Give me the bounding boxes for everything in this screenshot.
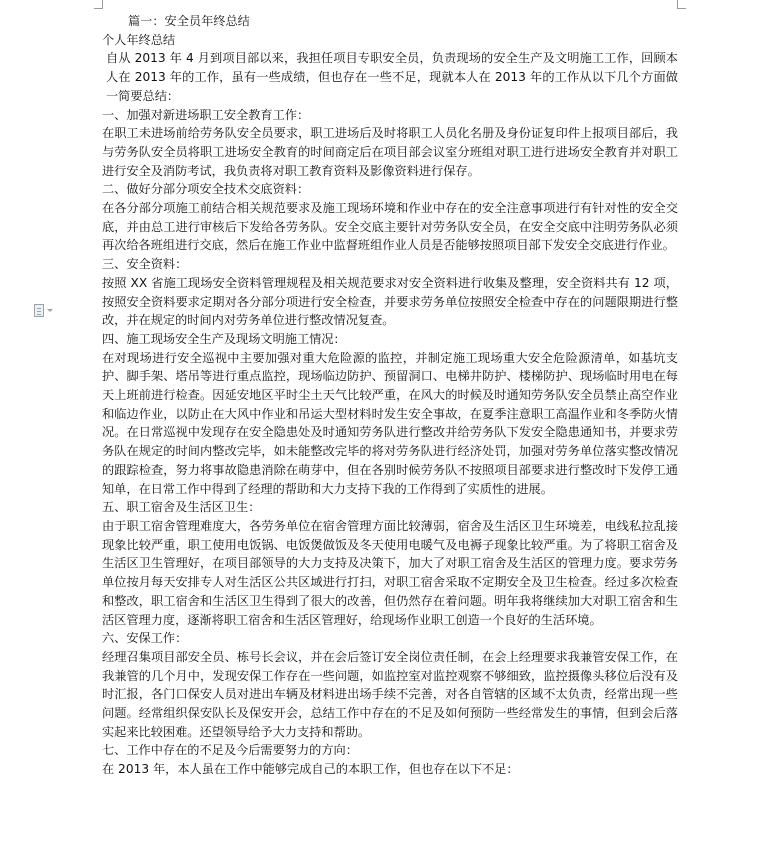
intro-paragraph: 自从 2013 年 4 月到项目部以来，我担任项目专职安全员，负责现场的安全生产及文明施工工作，回顾本人在 2013 年的工作，虽有一些成绩，但也存在一些不足，现就本人在 2013 年的工作从以下几个方面做一简要总结： <box>106 51 678 103</box>
caret-down-icon <box>47 309 53 312</box>
document-subtitle: 个人年终总结 <box>102 32 176 47</box>
crop-mark-top-right <box>677 0 686 9</box>
crop-mark-top-left <box>94 0 103 9</box>
document-title: 篇一：安全员年终总结 <box>128 14 250 28</box>
section-heading-3: 三、安全资料： <box>102 257 188 272</box>
section-body-3: 按照 XX 省施工现场安全资料管理规程及相关规范要求对安全资料进行收集及整理，安全资料共有 12 项，按照安全资料要求定期对各分部分项进行安全检查，并要求劳务单位按照安全检查中存在的问题限期进行整改，并在规定的时间内对劳务单位进行整改情况复查。 <box>102 275 678 328</box>
section-heading-4: 四、施工现场安全生产及现场文明施工情况： <box>102 331 346 346</box>
section-heading-6: 六、安保工作： <box>102 631 188 646</box>
document-icon <box>34 304 44 317</box>
section-heading-2: 二、做好分部分项安全技术交底资料： <box>102 182 310 197</box>
section-body-2: 在各分部分项施工前结合相关规范要求及施工现场环境和作业中存在的安全注意事项进行有针对性的安全交底，并由总工进行审核后下发给各劳务队。安全交底主要针对劳务队安全员，在安全交底中注明劳务队必须再次给各班组进行交底，然后在施工作业中监督班组作业人员是否能够按照项目部下发安全交底进行作业。 <box>102 201 678 253</box>
section-heading-5: 五、职工宿舍及生活区卫生： <box>102 500 261 515</box>
section-heading-7: 七、工作中存在的不足及今后需要努力的方向： <box>102 743 358 758</box>
document-body[interactable] <box>102 12 678 779</box>
section-body-1: 在职工未进场前给劳务队安全员要求，职工进场后及时将职工人员化名册及身份证复印件上报项目部后，我与劳务队安全员将职工进场安全教育的时间商定后在项目部会议室分班组对职工进行进场安全教育并对职工进行安全及消防考试，我负责将对职工教育资料及影像资料进行保存。 <box>102 126 678 178</box>
section-heading-1: 一、加强对新进场职工安全教育工作： <box>102 107 310 122</box>
paragraph-options-widget[interactable] <box>34 302 64 318</box>
section-body-4: 在对现场进行安全巡视中主要加强对重大危险源的监控，并制定施工现场重大安全危险源清单，如基坑支护、脚手架、塔吊等进行重点监控，现场临边防护、预留洞口、电梯井防护、楼梯防护、现场临时用电在每天上班前进行检查。因延安地区平时尘土天气比较严重，在风大的时候及时通知劳务队安全员禁止高空作业和临边作业，以防止在大风中作业和吊运大型材料时发生安全事故，在夏季注意职工高温作业和冬季防火情况。在日常巡视中发现存在安全隐患处及时通知劳务队进行整改并给劳务队下发安全隐患通知书，并要求劳务队在规定的时间内整改完毕，如未能整改完毕的将对劳务队进行经济处罚，加强对劳务单位落实整改情况的跟踪检查，努力将事故隐患消除在萌芽中，但在各别时候劳务队不按照项目部要求进行整改时下发停工通知单，在日常工作中得到了经理的帮助和大力支持下我的工作得到了实质性的进展。 <box>102 350 678 496</box>
section-body-7: 在 2013 年，本人虽在工作中能够完成自己的本职工作，但也存在以下不足： <box>102 762 519 777</box>
section-body-6: 经理召集项目部安全员、栋号长会议，并在会后签订安全岗位责任制，在会上经理要求我兼管安保工作，在我兼管的几个月中，发现安保工作存在一些问题，如监控室对监控观察不够细致，监控摄像头移位后没有及时汇报，各门口保安人员对进出车辆及材料进出场手续不完善，对各自管辖的区域不太负责，经常出现一些问题。经常组织保安队长及保安开会，总结工作中存在的不足及如何预防一些经常发生的事情，但到会后落实起来比较困难。还望领导给予大力支持和帮助。 <box>102 649 678 739</box>
section-body-5: 由于职工宿舍管理难度大，各劳务单位在宿舍管理方面比较薄弱，宿舍及生活区卫生环境差，电线私拉乱接现象比较严重，职工使用电饭锅、电饭煲做饭及冬天使用电暖气及电褥子现象比较严重。为了将职工宿舍及生活区卫生管理好，在项目部领导的大力支持及决策下，加大了对职工宿舍及生活区的管理力度。要求劳务单位按月每天安排专人对生活区公共区域进行打扫，对职工宿舍采取不定期安全及卫生检查。经过多次检查和整改，职工宿舍和生活区卫生得到了很大的改善，但仍然存在着问题。明年我将继续加大对职工宿舍和生活区管理力度，逐渐将职工宿舍和生活区管理好，给现场作业职工创造一个良好的生活环境。 <box>102 518 678 627</box>
